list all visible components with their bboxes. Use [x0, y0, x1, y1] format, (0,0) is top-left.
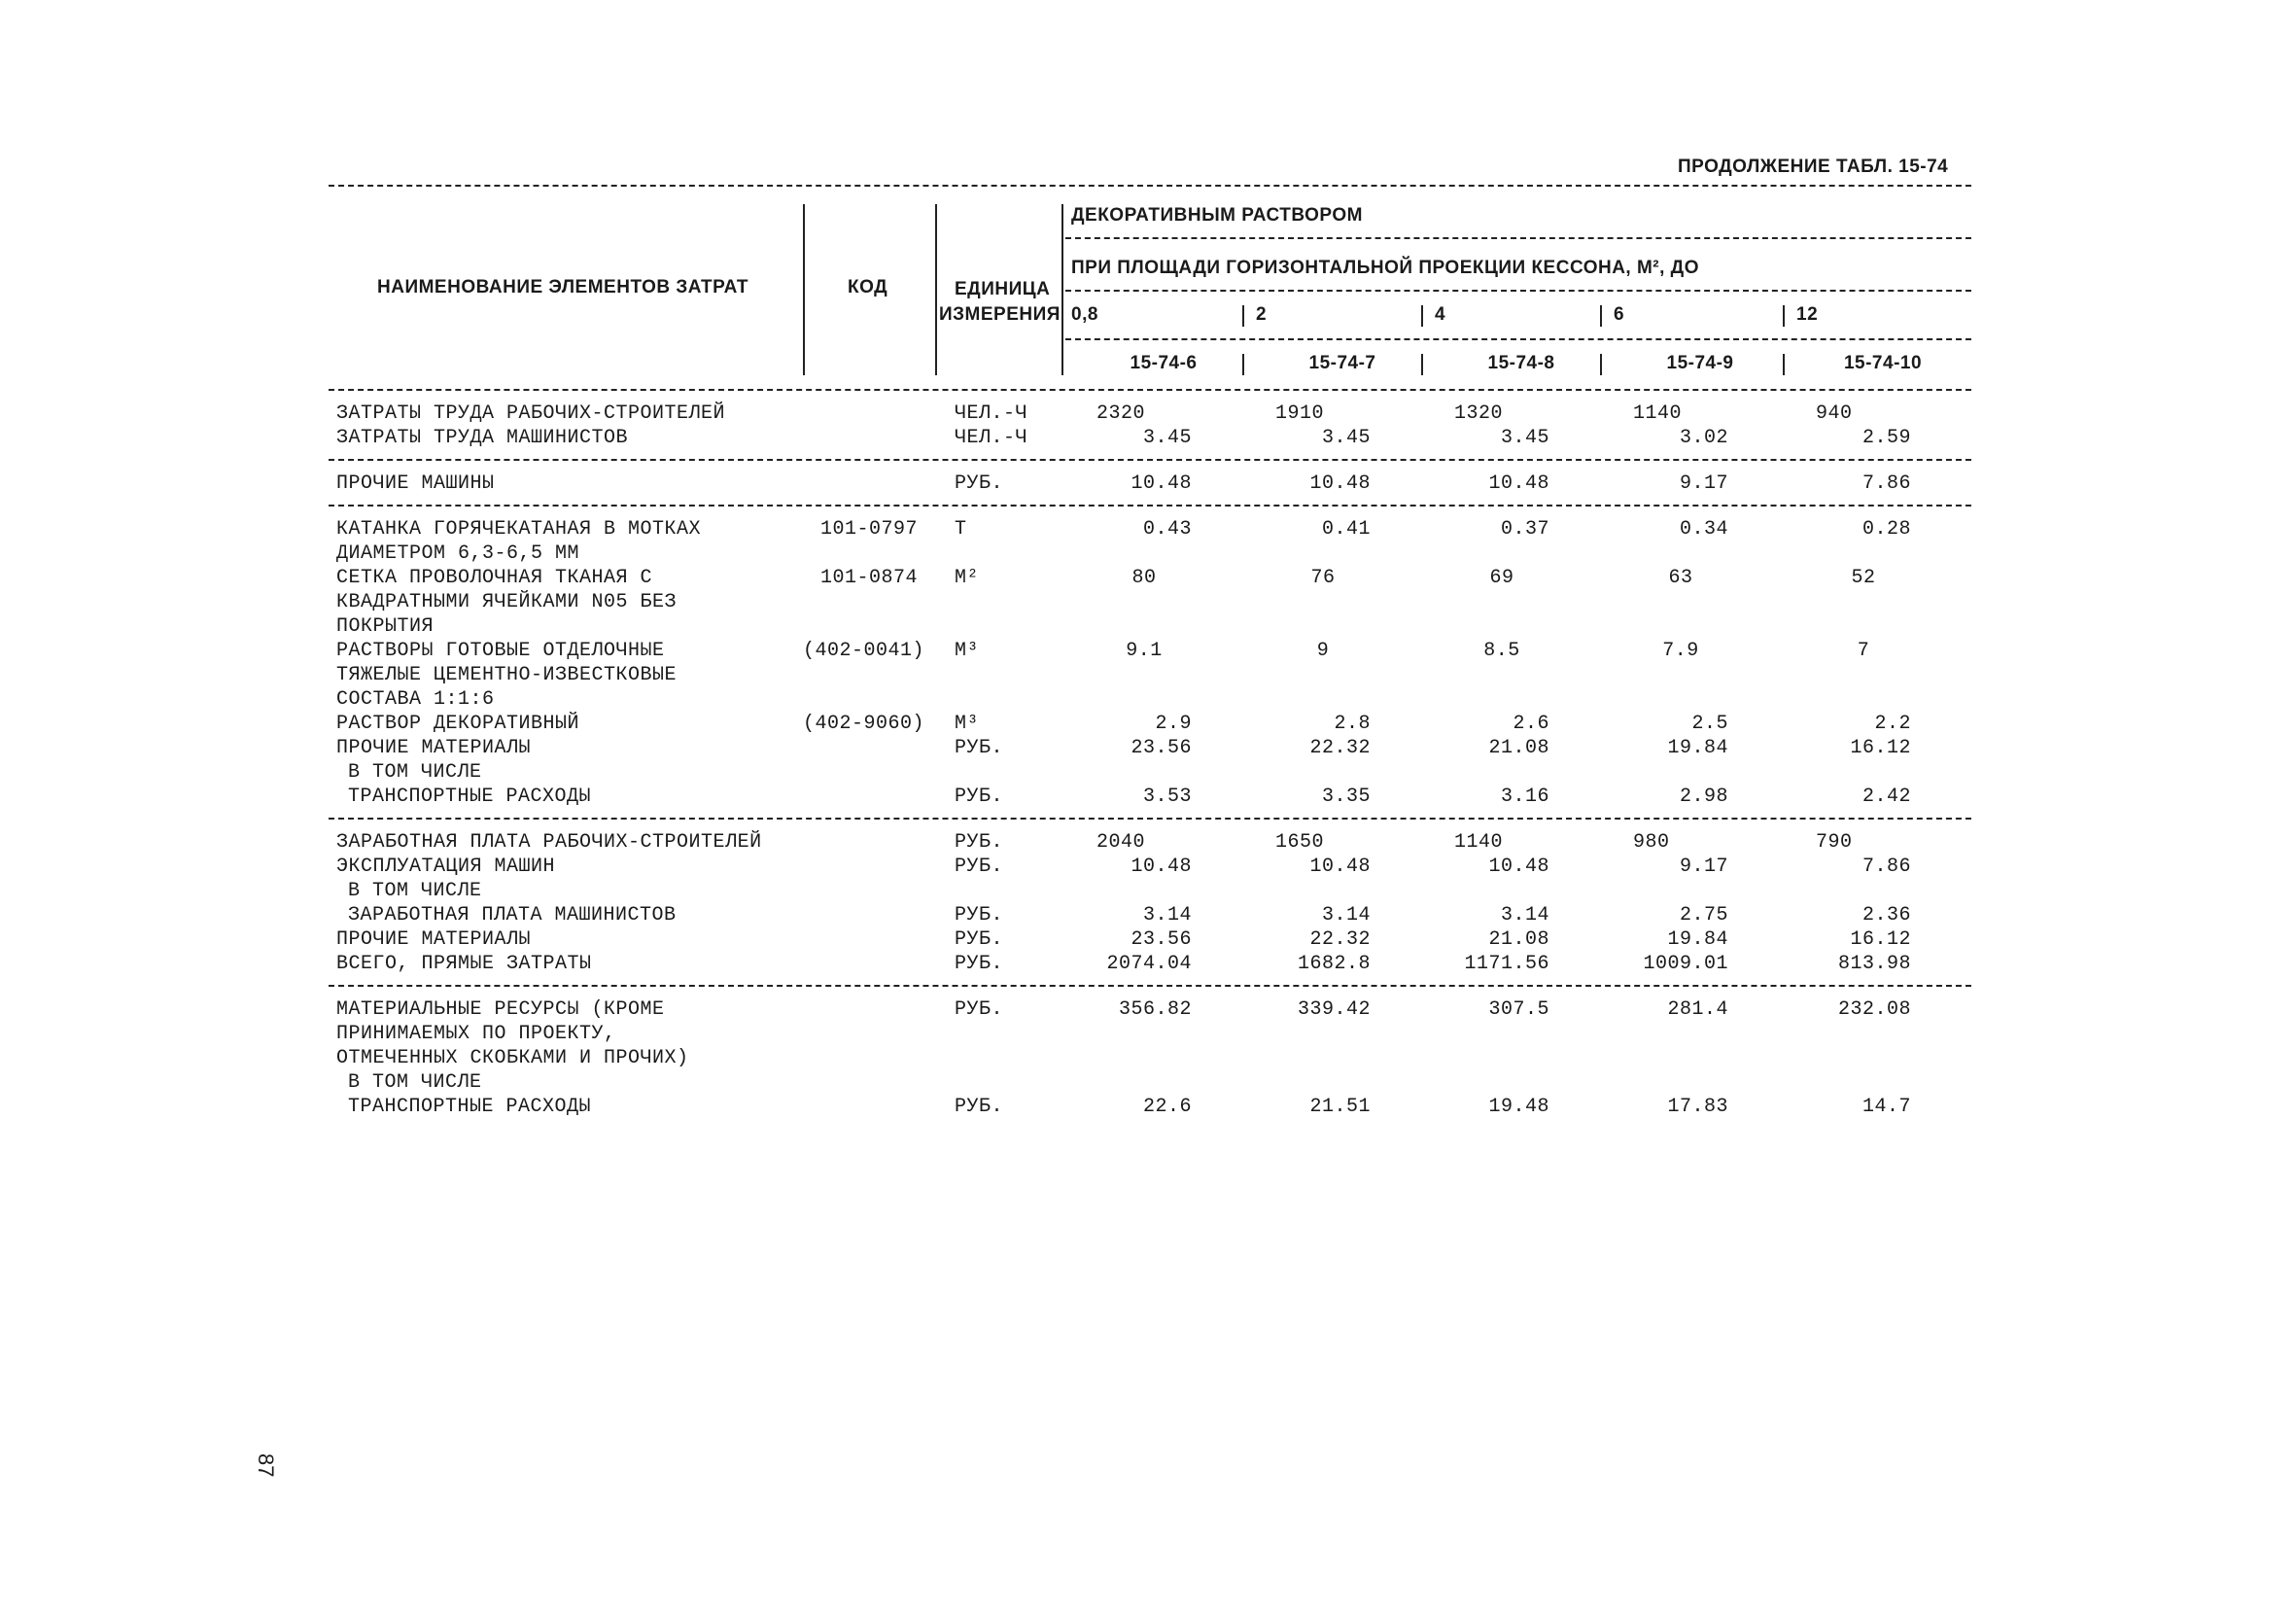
- row-value: 1320: [1454, 402, 1504, 425]
- row-name-line: ПРОЧИЕ МАТЕРИАЛЫ: [336, 928, 532, 951]
- header-subgroup-title: ПРИ ПЛОЩАДИ ГОРИЗОНТАЛЬНОЙ ПРОЕКЦИИ КЕССОНА, М², ДО: [1071, 258, 1699, 278]
- row-value: 281.4: [1667, 998, 1728, 1021]
- header-column-code: 15-74-8: [1487, 353, 1555, 373]
- row-value: 22.6: [1142, 1096, 1192, 1118]
- row-name-line: СОСТАВА 1:1:6: [336, 688, 495, 711]
- row-value: 3.35: [1321, 786, 1371, 808]
- row-value: 10.48: [1131, 472, 1192, 495]
- row-value: 356.82: [1118, 998, 1192, 1021]
- header-group-title: ДЕКОРАТИВНЫМ РАСТВОРОМ: [1071, 205, 1363, 226]
- row-value: 2.59: [1861, 427, 1911, 449]
- row-name-line: ОТМЕЧЕННЫХ СКОБКАМИ И ПРОЧИХ): [336, 1047, 689, 1069]
- row-unit: ЧЕЛ.-Ч: [955, 427, 1028, 449]
- row-value: 10.48: [1309, 856, 1371, 878]
- row-name-line: ПРОЧИЕ МАШИНЫ: [336, 472, 495, 495]
- row-value: 16.12: [1850, 737, 1911, 759]
- section-rule: [329, 389, 1971, 391]
- row-value: 3.45: [1500, 427, 1549, 449]
- row-value: 2.75: [1679, 904, 1728, 926]
- row-value: 22.32: [1309, 928, 1371, 951]
- row-value: 2.36: [1861, 904, 1911, 926]
- section-rule: [329, 985, 1971, 987]
- row-value: 0.28: [1861, 518, 1911, 541]
- row-value: 21.51: [1309, 1096, 1371, 1118]
- header-code-divider: [1600, 354, 1602, 375]
- row-name-line: В ТОМ ЧИСЛЕ: [348, 880, 482, 902]
- row-name-line: В ТОМ ЧИСЛЕ: [348, 1071, 482, 1094]
- row-value: 7: [1857, 640, 1870, 662]
- row-value: 23.56: [1131, 737, 1192, 759]
- header-col-code: КОД: [848, 277, 888, 297]
- row-code: (402-9060): [803, 713, 925, 735]
- row-value: 3.14: [1500, 904, 1549, 926]
- row-value: 1910: [1275, 402, 1325, 425]
- row-value: 790: [1816, 831, 1853, 854]
- row-name-line: ПРИНИМАЕМЫХ ПО ПРОЕКТУ,: [336, 1023, 616, 1045]
- row-value: 21.08: [1488, 928, 1549, 951]
- header-column-code: 15-74-7: [1308, 353, 1376, 373]
- section-rule: [329, 818, 1971, 820]
- row-value: 0.41: [1321, 518, 1371, 541]
- row-value: 3.53: [1142, 786, 1192, 808]
- row-unit: РУБ.: [955, 472, 1004, 495]
- header-rule-2: [1065, 290, 1971, 292]
- row-value: 21.08: [1488, 737, 1549, 759]
- header-area-divider: [1783, 305, 1785, 327]
- row-unit: РУБ.: [955, 856, 1004, 878]
- row-value: 16.12: [1850, 928, 1911, 951]
- header-area-value: 6: [1614, 304, 1625, 325]
- row-value: 8.5: [1483, 640, 1520, 662]
- row-value: 22.32: [1309, 737, 1371, 759]
- row-value: 2320: [1096, 402, 1146, 425]
- row-name-line: КВАДРАТНЫМИ ЯЧЕЙКАМИ N05 БЕЗ: [336, 591, 678, 613]
- row-value: 80: [1131, 567, 1157, 589]
- row-name-line: ПОКРЫТИЯ: [336, 615, 435, 638]
- row-unit: РУБ.: [955, 786, 1004, 808]
- row-value: 19.84: [1667, 737, 1728, 759]
- row-value: 7.9: [1662, 640, 1699, 662]
- row-name-line: РАСТВОРЫ ГОТОВЫЕ ОТДЕЛОЧНЫЕ: [336, 640, 665, 662]
- row-value: 10.48: [1488, 472, 1549, 495]
- row-value: 2074.04: [1106, 953, 1192, 975]
- header-rule-3: [1065, 338, 1971, 340]
- row-value: 1682.8: [1297, 953, 1371, 975]
- row-value: 19.48: [1488, 1096, 1549, 1118]
- row-value: 52: [1851, 567, 1876, 589]
- header-area-value: 0,8: [1071, 304, 1098, 325]
- row-value: 19.84: [1667, 928, 1728, 951]
- row-value: 339.42: [1297, 998, 1371, 1021]
- row-value: 2.6: [1513, 713, 1549, 735]
- row-name-line: ВСЕГО, ПРЯМЫЕ ЗАТРАТЫ: [336, 953, 592, 975]
- row-value: 0.37: [1500, 518, 1549, 541]
- header-area-value: 12: [1796, 304, 1819, 325]
- row-unit: РУБ.: [955, 998, 1004, 1021]
- row-unit: М³: [955, 713, 980, 735]
- row-value: 2.8: [1334, 713, 1371, 735]
- row-value: 17.83: [1667, 1096, 1728, 1118]
- header-divider-code: [935, 204, 937, 375]
- row-value: 1650: [1275, 831, 1325, 854]
- header-divider-unit: [1061, 204, 1063, 375]
- header-column-code: 15-74-6: [1130, 353, 1198, 373]
- row-code: 101-0797: [819, 518, 918, 541]
- header-code-divider: [1061, 354, 1063, 375]
- row-value: 2.2: [1874, 713, 1911, 735]
- row-name-line: ТЯЖЕЛЫЕ ЦЕМЕНТНО-ИЗВЕСТКОВЫЕ: [336, 664, 678, 686]
- row-value: 2.98: [1679, 786, 1728, 808]
- header-area-divider: [1242, 305, 1244, 327]
- row-unit: РУБ.: [955, 1096, 1004, 1118]
- row-value: 3.45: [1321, 427, 1371, 449]
- header-top-rule: [329, 185, 1971, 187]
- header-column-code: 15-74-9: [1666, 353, 1734, 373]
- row-value: 76: [1310, 567, 1336, 589]
- row-unit: Т: [955, 518, 967, 541]
- row-value: 3.16: [1500, 786, 1549, 808]
- row-value: 9: [1316, 640, 1330, 662]
- row-unit: М³: [955, 640, 980, 662]
- row-code: 101-0874: [819, 567, 918, 589]
- section-rule: [329, 505, 1971, 507]
- header-code-divider: [1783, 354, 1785, 375]
- row-code: (402-0041): [803, 640, 925, 662]
- header-col-unit-line2: ИЗМЕРЕНИЯ: [939, 304, 1061, 325]
- row-name-line: РАСТВОР ДЕКОРАТИВНЫЙ: [336, 713, 580, 735]
- row-value: 3.14: [1321, 904, 1371, 926]
- row-value: 813.98: [1837, 953, 1911, 975]
- row-value: 3.02: [1679, 427, 1728, 449]
- header-area-divider: [1600, 305, 1602, 327]
- row-value: 63: [1668, 567, 1693, 589]
- row-value: 1140: [1454, 831, 1504, 854]
- section-rule: [329, 459, 1971, 461]
- row-name-line: ДИАМЕТРОМ 6,3-6,5 ММ: [336, 542, 580, 565]
- row-unit: РУБ.: [955, 831, 1004, 854]
- row-value: 1171.56: [1464, 953, 1549, 975]
- row-value: 10.48: [1309, 472, 1371, 495]
- row-value: 1009.01: [1643, 953, 1728, 975]
- row-value: 2.5: [1691, 713, 1728, 735]
- row-name-line: СЕТКА ПРОВОЛОЧНАЯ ТКАНАЯ С: [336, 567, 653, 589]
- row-name-line: ЗАРАБОТНАЯ ПЛАТА МАШИНИСТОВ: [348, 904, 677, 926]
- row-value: 69: [1489, 567, 1514, 589]
- row-value: 7.86: [1861, 472, 1911, 495]
- row-value: 3.45: [1142, 427, 1192, 449]
- row-name-line: ЗАРАБОТНАЯ ПЛАТА РАБОЧИХ-СТРОИТЕЛЕЙ: [336, 831, 762, 854]
- row-value: 232.08: [1837, 998, 1911, 1021]
- header-area-value: 4: [1435, 304, 1446, 325]
- row-value: 9.1: [1126, 640, 1163, 662]
- row-unit: РУБ.: [955, 737, 1004, 759]
- row-value: 2.42: [1861, 786, 1911, 808]
- row-name-line: ЗАТРАТЫ ТРУДА РАБОЧИХ-СТРОИТЕЛЕЙ: [336, 402, 726, 425]
- row-unit: РУБ.: [955, 904, 1004, 926]
- row-unit: ЧЕЛ.-Ч: [955, 402, 1028, 425]
- row-name-line: ЗАТРАТЫ ТРУДА МАШИНИСТОВ: [336, 427, 629, 449]
- header-col-unit-line1: ЕДИНИЦА: [955, 279, 1051, 299]
- row-value: 1140: [1633, 402, 1683, 425]
- row-unit: РУБ.: [955, 953, 1004, 975]
- row-name-line: ТРАНСПОРТНЫЕ РАСХОДЫ: [348, 786, 592, 808]
- header-code-divider: [1421, 354, 1423, 375]
- row-value: 980: [1633, 831, 1670, 854]
- row-name-line: ТРАНСПОРТНЫЕ РАСХОДЫ: [348, 1096, 592, 1118]
- row-value: 0.34: [1679, 518, 1728, 541]
- row-value: 9.17: [1679, 856, 1728, 878]
- page-number: 87: [254, 1453, 278, 1478]
- header-area-value: 2: [1256, 304, 1268, 325]
- header-divider-name: [803, 204, 805, 375]
- row-value: 9.17: [1679, 472, 1728, 495]
- row-name-line: КАТАНКА ГОРЯЧЕКАТАНАЯ В МОТКАХ: [336, 518, 702, 541]
- row-name-line: ЭКСПЛУАТАЦИЯ МАШИН: [336, 856, 556, 878]
- header-column-code: 15-74-10: [1843, 353, 1923, 373]
- row-value: 23.56: [1131, 928, 1192, 951]
- row-value: 0.43: [1142, 518, 1192, 541]
- table-continuation-label: ПРОДОЛЖЕНИЕ ТАБЛ. 15-74: [1678, 157, 1949, 177]
- header-code-divider: [1242, 354, 1244, 375]
- row-value: 307.5: [1488, 998, 1549, 1021]
- row-unit: РУБ.: [955, 928, 1004, 951]
- row-value: 14.7: [1861, 1096, 1911, 1118]
- row-value: 7.86: [1861, 856, 1911, 878]
- row-name-line: ПРОЧИЕ МАТЕРИАЛЫ: [336, 737, 532, 759]
- row-value: 2.9: [1155, 713, 1192, 735]
- row-name-line: МАТЕРИАЛЬНЫЕ РЕСУРСЫ (КРОМЕ: [336, 998, 665, 1021]
- row-value: 10.48: [1131, 856, 1192, 878]
- header-rule-1: [1065, 237, 1971, 239]
- row-value: 3.14: [1142, 904, 1192, 926]
- row-value: 10.48: [1488, 856, 1549, 878]
- header-col-name: НАИМЕНОВАНИЕ ЭЛЕМЕНТОВ ЗАТРАТ: [377, 277, 749, 297]
- header-area-divider: [1421, 305, 1423, 327]
- row-unit: М²: [955, 567, 980, 589]
- row-value: 940: [1816, 402, 1853, 425]
- row-name-line: В ТОМ ЧИСЛЕ: [348, 761, 482, 784]
- row-value: 2040: [1096, 831, 1146, 854]
